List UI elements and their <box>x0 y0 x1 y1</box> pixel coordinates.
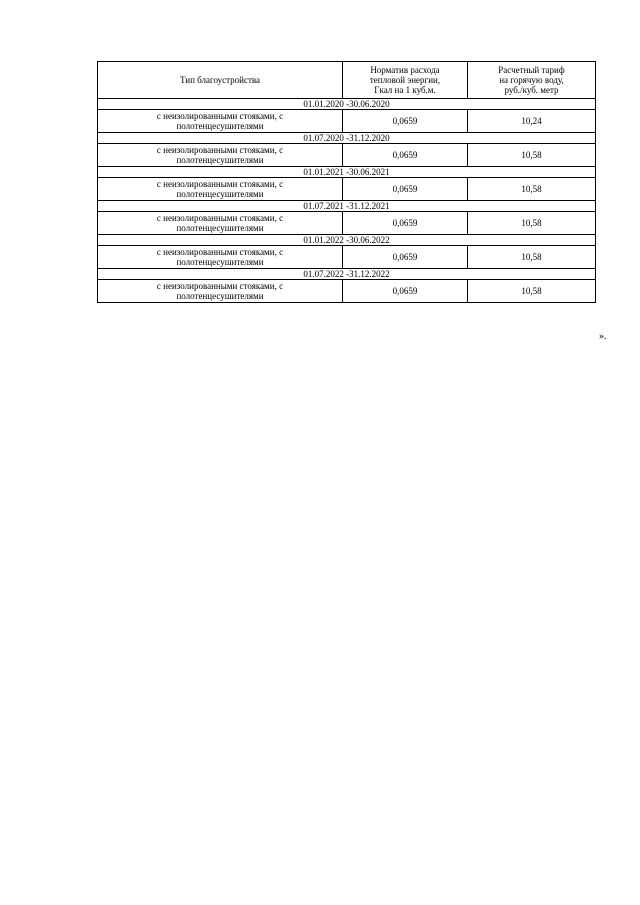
period-row <box>98 201 596 212</box>
improvement-type-cell: с неизолированными стояками, с полотенцесушителями <box>98 212 343 235</box>
period-label: 01.07.2020 -31.12.2020 <box>98 133 596 144</box>
table-row <box>98 212 596 235</box>
tariff-cell: 10,58 <box>468 246 596 269</box>
improvement-type-cell: с неизолированными стояками, с полотенцесушителями <box>98 280 343 303</box>
header-tariff: Расчетный тариф на горячую воду, руб./куб. метр <box>468 62 596 99</box>
tariff-cell: 10,58 <box>468 144 596 167</box>
header-heat-norm: Норматив расхода тепловой энергии, Гкал на 1 куб.м. <box>343 62 468 99</box>
period-row <box>98 235 596 246</box>
heat-norm-cell: 0,0659 <box>343 212 468 235</box>
table-row <box>98 246 596 269</box>
heat-norm-cell: 0,0659 <box>343 110 468 133</box>
table-row <box>98 110 596 133</box>
tariff-cell: 10,58 <box>468 280 596 303</box>
tariff-table <box>97 61 596 303</box>
period-row <box>98 133 596 144</box>
table-row <box>98 178 596 201</box>
heat-norm-cell: 0,0659 <box>343 246 468 269</box>
improvement-type-cell: с неизолированными стояками, с полотенцесушителями <box>98 110 343 133</box>
period-label: 01.01.2021 -30.06.2021 <box>98 167 596 178</box>
period-label: 01.07.2022 -31.12.2022 <box>98 269 596 280</box>
period-row <box>98 99 596 110</box>
period-label: 01.07.2021 -31.12.2021 <box>98 201 596 212</box>
improvement-type-cell: с неизолированными стояками, с полотенцесушителями <box>98 178 343 201</box>
tariff-cell: 10,24 <box>468 110 596 133</box>
tariff-cell: 10,58 <box>468 178 596 201</box>
table-body <box>98 99 596 303</box>
table-header-row <box>98 62 596 99</box>
period-row <box>98 167 596 178</box>
period-label: 01.01.2022 -30.06.2022 <box>98 235 596 246</box>
improvement-type-cell: с неизолированными стояками, с полотенцесушителями <box>98 246 343 269</box>
heat-norm-cell: 0,0659 <box>343 280 468 303</box>
table-row <box>98 280 596 303</box>
closing-quote-mark: ». <box>599 331 607 342</box>
heat-norm-cell: 0,0659 <box>343 144 468 167</box>
period-label: 01.01.2020 -30.06.2020 <box>98 99 596 110</box>
tariff-cell: 10,58 <box>468 212 596 235</box>
table-row <box>98 144 596 167</box>
heat-norm-cell: 0,0659 <box>343 178 468 201</box>
improvement-type-cell: с неизолированными стояками, с полотенцесушителями <box>98 144 343 167</box>
header-improvement-type: Тип благоустройства <box>98 62 343 99</box>
period-row <box>98 269 596 280</box>
